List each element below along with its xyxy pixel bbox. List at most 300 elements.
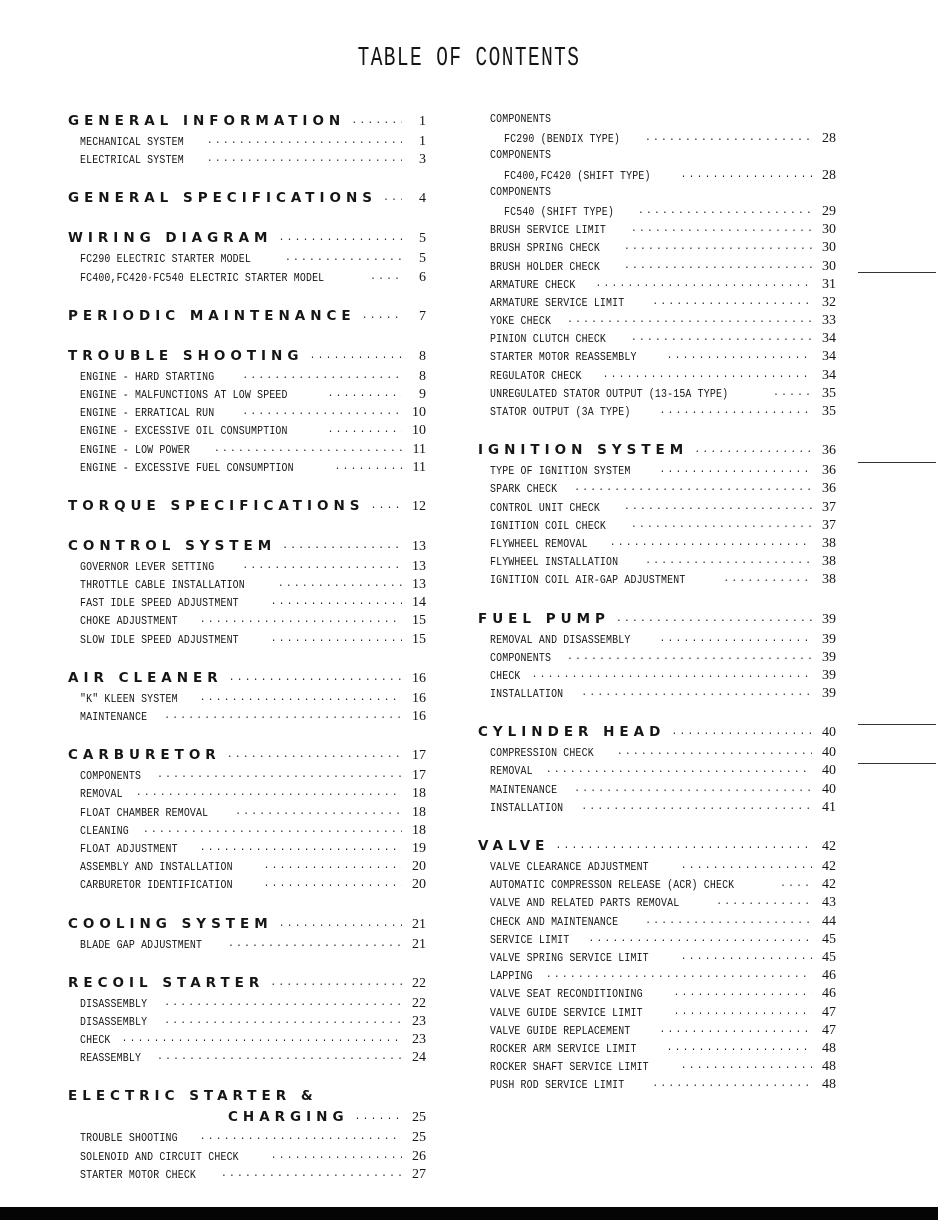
toc-entry[interactable] <box>68 134 426 152</box>
toc-entry[interactable] <box>68 613 426 631</box>
page-number: 27 <box>412 1166 426 1182</box>
page-number: 18 <box>412 786 426 802</box>
toc-label: STATOR OUTPUT (3A TYPE) <box>490 406 631 419</box>
toc-label: FAST IDLE SPEED ADJUSTMENT <box>80 597 239 611</box>
page-number: 34 <box>822 367 836 383</box>
dot-leader <box>652 1081 812 1092</box>
page-number: 41 <box>822 799 836 815</box>
page-number: 29 <box>822 203 836 219</box>
dot-leader <box>271 599 402 610</box>
toc-label: "K" KLEEN SYSTEM <box>80 692 178 706</box>
dot-leader <box>235 809 402 820</box>
dot-leader <box>164 713 402 724</box>
page-number: 38 <box>822 554 836 570</box>
page-number: 47 <box>822 1022 836 1038</box>
page-number: 40 <box>822 725 836 741</box>
toc-label: DISASSEMBLY <box>80 997 148 1011</box>
page-number: 40 <box>822 763 836 779</box>
dot-leader <box>555 843 812 854</box>
toc-entry[interactable] <box>68 251 426 269</box>
toc-entry[interactable] <box>478 168 836 186</box>
toc-entry[interactable] <box>478 950 836 968</box>
toc-entry[interactable] <box>478 186 836 204</box>
toc-section-heading[interactable] <box>68 348 426 368</box>
page-number: 17 <box>412 748 426 764</box>
toc-label: ROCKER ARM SERVICE LIMIT <box>490 1042 637 1056</box>
dot-leader <box>631 226 812 237</box>
dot-leader <box>645 918 812 929</box>
dot-leader <box>674 1009 812 1020</box>
toc-section-heading[interactable] <box>68 498 426 518</box>
toc-entry[interactable] <box>68 460 426 478</box>
toc-label: PINION CLUTCH CHECK <box>490 333 607 347</box>
page-number: 1 <box>419 134 426 149</box>
dot-leader <box>694 447 812 458</box>
toc-label: CHOKE ADJUSTMENT <box>80 615 178 629</box>
toc-entry[interactable] <box>478 368 836 386</box>
page-number: 39 <box>822 686 836 702</box>
toc-label: COMPONENTS <box>490 651 552 665</box>
toc-entry[interactable] <box>68 877 426 895</box>
dot-leader <box>227 752 402 763</box>
toc-label: AIR CLEANER <box>68 669 223 686</box>
toc-label: BLADE GAP ADJUSTMENT <box>80 938 203 952</box>
toc-label: REMOVAL <box>490 765 533 779</box>
toc-entry[interactable] <box>478 1023 836 1041</box>
dot-leader <box>681 1063 812 1074</box>
toc-entry[interactable] <box>478 572 836 590</box>
page-title: TABLE OF CONTENTS <box>357 44 581 74</box>
toc-label: FUEL PUMP <box>478 610 610 627</box>
page-number: 25 <box>412 1110 426 1126</box>
dot-leader <box>659 1027 812 1038</box>
toc-label: REMOVAL <box>80 788 123 802</box>
toc-entry[interactable] <box>68 786 426 804</box>
toc-entry[interactable] <box>478 914 836 932</box>
toc-right-column <box>478 113 836 1115</box>
toc-entry[interactable] <box>478 1077 836 1095</box>
toc-section-heading[interactable] <box>68 308 426 328</box>
toc-label: ROCKER SHAFT SERVICE LIMIT <box>490 1061 649 1075</box>
toc-section-heading[interactable] <box>68 916 426 936</box>
toc-section <box>478 724 836 818</box>
toc-entry[interactable] <box>478 481 836 499</box>
page-number: 40 <box>822 781 836 797</box>
toc-entry[interactable] <box>478 632 836 650</box>
toc-entry[interactable] <box>478 149 836 167</box>
dot-leader <box>546 767 812 778</box>
toc-entry[interactable] <box>68 859 426 877</box>
toc-entry[interactable] <box>478 295 836 313</box>
dot-leader <box>652 299 812 310</box>
toc-label: REASSEMBLY <box>80 1052 142 1066</box>
page-number: 9 <box>419 386 426 402</box>
dot-leader <box>624 263 812 274</box>
page-number: 13 <box>412 577 426 593</box>
toc-section-heading[interactable] <box>68 670 426 690</box>
toc-label: DISASSEMBLY <box>80 1015 148 1029</box>
dot-leader <box>271 636 402 647</box>
dot-leader <box>581 804 812 815</box>
toc-entry[interactable] <box>478 536 836 554</box>
dot-leader <box>723 576 812 587</box>
toc-entry[interactable] <box>478 1059 836 1077</box>
toc-entry[interactable] <box>68 691 426 709</box>
dot-leader <box>567 317 812 328</box>
toc-entry[interactable] <box>68 1130 426 1148</box>
dot-leader <box>309 353 402 364</box>
page-number: 38 <box>822 535 836 551</box>
toc-entry[interactable] <box>68 996 426 1014</box>
toc-label: CONTROL UNIT CHECK <box>490 501 600 515</box>
toc-label: CLEANING <box>80 824 129 838</box>
page-number: 25 <box>412 1130 426 1146</box>
page-number: 45 <box>822 931 836 947</box>
page-number: 48 <box>822 1077 836 1093</box>
dot-leader <box>327 427 402 438</box>
toc-label: GOVERNOR LEVER SETTING <box>80 560 215 574</box>
toc-section <box>68 670 426 727</box>
toc-label: RECOIL STARTER <box>68 974 265 991</box>
toc-section <box>478 838 836 1095</box>
page-number: 28 <box>822 131 836 147</box>
page-number: 26 <box>412 1148 426 1164</box>
dot-leader <box>603 372 812 383</box>
toc-entry[interactable] <box>478 386 836 404</box>
toc-entry[interactable] <box>478 686 836 704</box>
toc-entry[interactable] <box>478 518 836 536</box>
toc-entry[interactable] <box>478 554 836 572</box>
dot-leader <box>780 881 812 892</box>
toc-label: LAPPING <box>490 970 533 984</box>
dot-leader <box>264 863 402 874</box>
scan-edge-mark <box>858 724 936 725</box>
dot-leader <box>200 845 402 856</box>
dot-leader <box>638 208 812 219</box>
dot-leader <box>164 1000 402 1011</box>
toc-label: REGULATOR CHECK <box>490 369 582 383</box>
toc-section-heading-cont[interactable] <box>68 1109 426 1129</box>
toc-label: ENGINE - EXCESSIVE FUEL CONSUMPTION <box>80 461 294 475</box>
toc-entry[interactable] <box>68 577 426 595</box>
toc-label: VALVE <box>478 838 550 854</box>
toc-label: BRUSH SERVICE LIMIT <box>490 224 607 238</box>
page-number: 34 <box>822 331 836 347</box>
toc-entry[interactable] <box>68 442 426 460</box>
toc-label: AUTOMATIC COMPRESSON RELEASE (ACR) CHECK <box>490 879 735 893</box>
toc-section <box>68 308 426 328</box>
page-number: 6 <box>419 269 426 285</box>
dot-leader <box>588 936 812 947</box>
dot-leader <box>581 690 812 701</box>
toc-entry[interactable] <box>478 131 836 149</box>
dot-leader <box>143 827 402 838</box>
toc-entry[interactable] <box>68 152 426 170</box>
page-number: 39 <box>822 649 836 665</box>
toc-section <box>68 498 426 518</box>
toc-label: MAINTENANCE <box>490 783 558 797</box>
toc-entry[interactable] <box>478 895 836 913</box>
dot-leader <box>270 980 402 991</box>
toc-entry[interactable] <box>478 404 836 422</box>
toc-label: GENERAL SPECIFICATIONS <box>68 190 378 207</box>
toc-label: REMOVAL AND DISASSEMBLY <box>490 633 631 647</box>
toc-entry[interactable] <box>478 113 836 131</box>
dot-leader <box>645 135 812 146</box>
toc-entry[interactable] <box>478 222 836 240</box>
toc-label: CARBURETOR <box>68 747 221 764</box>
toc-entry[interactable] <box>478 259 836 277</box>
toc-label: TROUBLE SHOOTING <box>80 1132 178 1146</box>
toc-label: ENGINE - ERRATICAL RUN <box>80 407 215 421</box>
page-number: 37 <box>822 517 836 533</box>
dot-leader <box>624 244 812 255</box>
toc-entry[interactable] <box>68 768 426 786</box>
dot-leader <box>157 1054 402 1065</box>
toc-label: BRUSH HOLDER CHECK <box>490 260 600 274</box>
toc-entry[interactable] <box>478 313 836 331</box>
dot-leader <box>659 467 812 478</box>
toc-entry[interactable] <box>478 240 836 258</box>
toc-label: ENGINE - LOW POWER <box>80 443 190 457</box>
toc-label: FLYWHEEL REMOVAL <box>490 537 588 551</box>
toc-label: FC540 (SHIFT TYPE) <box>504 205 614 219</box>
toc-entry[interactable] <box>478 859 836 877</box>
page-number: 38 <box>822 572 836 588</box>
toc-label: COMPONENTS <box>80 770 142 784</box>
dot-leader <box>370 274 402 285</box>
page-number: 13 <box>412 558 426 574</box>
page-number: 17 <box>412 768 426 784</box>
page-number: 35 <box>822 385 836 401</box>
dot-leader <box>278 581 402 592</box>
page-number: 3 <box>419 152 426 168</box>
toc-label: SOLENOID AND CIRCUIT CHECK <box>80 1150 239 1164</box>
toc-entry[interactable] <box>478 877 836 895</box>
dot-leader <box>229 675 402 686</box>
page-number: 22 <box>412 995 426 1011</box>
toc-label: VALVE GUIDE REPLACEMENT <box>490 1024 631 1038</box>
toc-label: GENERAL INFORMATION <box>68 113 346 129</box>
dot-leader <box>242 373 402 384</box>
dot-leader <box>157 772 402 783</box>
toc-section <box>68 190 426 210</box>
toc-label: THROTTLE CABLE INSTALLATION <box>80 579 245 593</box>
toc-label: TORQUE SPECIFICATIONS <box>68 497 365 514</box>
toc-entry[interactable] <box>478 668 836 686</box>
dot-leader <box>327 391 402 402</box>
page-number: 19 <box>412 840 426 856</box>
dot-leader <box>681 954 812 965</box>
toc-entry[interactable] <box>478 763 836 781</box>
dot-leader <box>355 1114 402 1125</box>
toc-entry[interactable] <box>478 1041 836 1059</box>
toc-entry[interactable] <box>68 709 426 727</box>
page-number: 5 <box>419 251 426 267</box>
toc-section-heading[interactable] <box>68 975 426 995</box>
page-number: 48 <box>822 1059 836 1075</box>
toc-entry[interactable] <box>68 823 426 841</box>
toc-entry[interactable] <box>68 1014 426 1032</box>
toc-section-heading[interactable] <box>68 538 426 558</box>
toc-section-heading[interactable] <box>478 724 836 744</box>
dot-leader <box>278 235 402 246</box>
toc-entry[interactable] <box>68 632 426 650</box>
dot-leader <box>574 485 812 496</box>
toc-entry[interactable] <box>478 277 836 295</box>
dot-leader <box>207 138 402 149</box>
page-number: 16 <box>412 670 426 686</box>
page-number: 46 <box>822 986 836 1002</box>
toc-entry[interactable] <box>68 405 426 423</box>
toc-label: CHECK <box>80 1034 111 1048</box>
page-number: 24 <box>412 1050 426 1066</box>
page-number: 23 <box>412 1013 426 1029</box>
toc-entry[interactable] <box>478 349 836 367</box>
toc-section-heading[interactable] <box>478 838 836 858</box>
dot-leader <box>624 504 812 515</box>
toc-label: YOKE CHECK <box>490 315 552 329</box>
toc-section-heading[interactable] <box>68 747 426 767</box>
page-number: 40 <box>822 745 836 761</box>
dot-leader <box>351 118 402 129</box>
page-number: 18 <box>412 804 426 820</box>
page-number: 30 <box>822 258 836 274</box>
toc-section <box>68 916 426 955</box>
page-number: 10 <box>412 423 426 439</box>
toc-label: PUSH ROD SERVICE LIMIT <box>490 1079 625 1093</box>
dot-leader <box>616 616 812 627</box>
toc-label: CHECK <box>490 669 521 683</box>
page-number: 21 <box>412 916 426 932</box>
toc-entry[interactable] <box>68 270 426 288</box>
toc-section-heading[interactable] <box>68 1088 426 1108</box>
dot-leader <box>595 281 812 292</box>
page-number: 36 <box>822 463 836 479</box>
scan-edge-mark <box>858 763 936 764</box>
toc-entry[interactable] <box>68 595 426 613</box>
dot-leader <box>645 558 812 569</box>
toc-label: ENGINE - HARD STARTING <box>80 370 215 384</box>
toc-label: STARTER MOTOR CHECK <box>80 1168 197 1182</box>
toc-entry[interactable] <box>478 463 836 481</box>
toc-label: IGNITION COIL CHECK <box>490 519 607 533</box>
toc-section-heading[interactable] <box>478 611 836 631</box>
toc-entry[interactable] <box>68 369 426 387</box>
dot-leader <box>200 695 402 706</box>
page-number: 44 <box>822 913 836 929</box>
toc-entry[interactable] <box>478 650 836 668</box>
toc-label: VALVE CLEARANCE ADJUSTMENT <box>490 861 649 874</box>
page-number: 42 <box>822 839 836 854</box>
toc-label: SLOW IDLE SPEED ADJUSTMENT <box>80 633 239 647</box>
dot-leader <box>279 921 402 932</box>
toc-label: FLOAT CHAMBER REMOVAL <box>80 806 209 820</box>
dot-leader <box>200 1134 402 1145</box>
toc-label: CARBURETOR IDENTIFICATION <box>80 879 233 893</box>
dot-leader <box>631 335 812 346</box>
toc-section <box>478 113 836 422</box>
toc-entry[interactable] <box>68 805 426 823</box>
dot-leader <box>610 540 812 551</box>
toc-entry[interactable] <box>68 559 426 577</box>
toc-entry[interactable] <box>478 800 836 818</box>
page-number: 11 <box>412 459 426 475</box>
toc-entry[interactable] <box>478 1005 836 1023</box>
toc-label: ARMATURE SERVICE LIMIT <box>490 296 625 310</box>
toc-entry[interactable] <box>478 932 836 950</box>
toc-label: TROUBLE SHOOTING <box>68 347 304 364</box>
dot-leader <box>674 990 812 1001</box>
toc-section-heading[interactable] <box>68 230 426 250</box>
toc-entry[interactable] <box>68 1149 426 1167</box>
page-number: 5 <box>419 231 426 247</box>
page-number: 39 <box>822 631 836 647</box>
toc-label: SERVICE LIMIT <box>490 933 570 947</box>
dot-leader <box>383 195 402 206</box>
dot-leader <box>666 353 812 364</box>
page-number: 30 <box>822 222 836 238</box>
toc-entry[interactable] <box>478 331 836 349</box>
dot-leader <box>228 941 402 952</box>
toc-entry[interactable] <box>68 841 426 859</box>
toc-section-heading[interactable] <box>68 190 426 210</box>
page-number: 20 <box>412 859 426 875</box>
toc-label: ELECTRICAL SYSTEM <box>80 154 184 168</box>
toc-label: TYPE OF IGNITION SYSTEM <box>490 465 631 479</box>
page-number: 43 <box>822 895 836 911</box>
page-number: 16 <box>412 709 426 724</box>
page-number: 7 <box>419 308 426 324</box>
toc-label: FC400,FC420·FC540 ELECTRIC STARTER MODEL <box>80 271 325 285</box>
page-number: 34 <box>822 349 836 365</box>
toc-label: WIRING DIAGRAM <box>68 230 273 247</box>
dot-leader <box>716 899 812 910</box>
toc-section-heading[interactable] <box>68 113 426 133</box>
toc-entry[interactable] <box>68 423 426 441</box>
toc-label: COMPRESSION CHECK <box>490 747 594 761</box>
toc-entry[interactable] <box>68 387 426 405</box>
toc-entry[interactable] <box>478 500 836 518</box>
page-number: 48 <box>822 1040 836 1056</box>
toc-entry[interactable] <box>478 782 836 800</box>
dot-leader <box>164 1018 402 1029</box>
dot-leader <box>574 786 812 797</box>
toc-entry[interactable] <box>68 937 426 955</box>
scan-edge-mark <box>858 462 936 463</box>
dot-leader <box>681 863 812 874</box>
page-number: 33 <box>822 313 836 329</box>
page-number: 4 <box>419 191 426 207</box>
toc-entry[interactable] <box>68 1050 426 1068</box>
toc-entry[interactable] <box>68 1167 426 1185</box>
dot-leader <box>671 729 812 740</box>
toc-entry[interactable] <box>478 968 836 986</box>
page-number: 13 <box>412 538 426 554</box>
toc-entry[interactable] <box>478 745 836 763</box>
toc-label: COOLING SYSTEM <box>68 915 273 932</box>
dot-leader <box>242 409 402 420</box>
dot-leader <box>362 313 402 324</box>
toc-entry[interactable] <box>478 204 836 222</box>
toc-label: ELECTRIC STARTER & <box>68 1088 318 1105</box>
toc-label: VALVE GUIDE SERVICE LIMIT <box>490 1006 643 1020</box>
toc-label: IGNITION SYSTEM <box>478 442 689 459</box>
toc-entry[interactable] <box>478 986 836 1004</box>
toc-section-heading[interactable] <box>478 442 836 462</box>
page-number: 23 <box>412 1032 426 1048</box>
toc-entry[interactable] <box>68 1032 426 1050</box>
